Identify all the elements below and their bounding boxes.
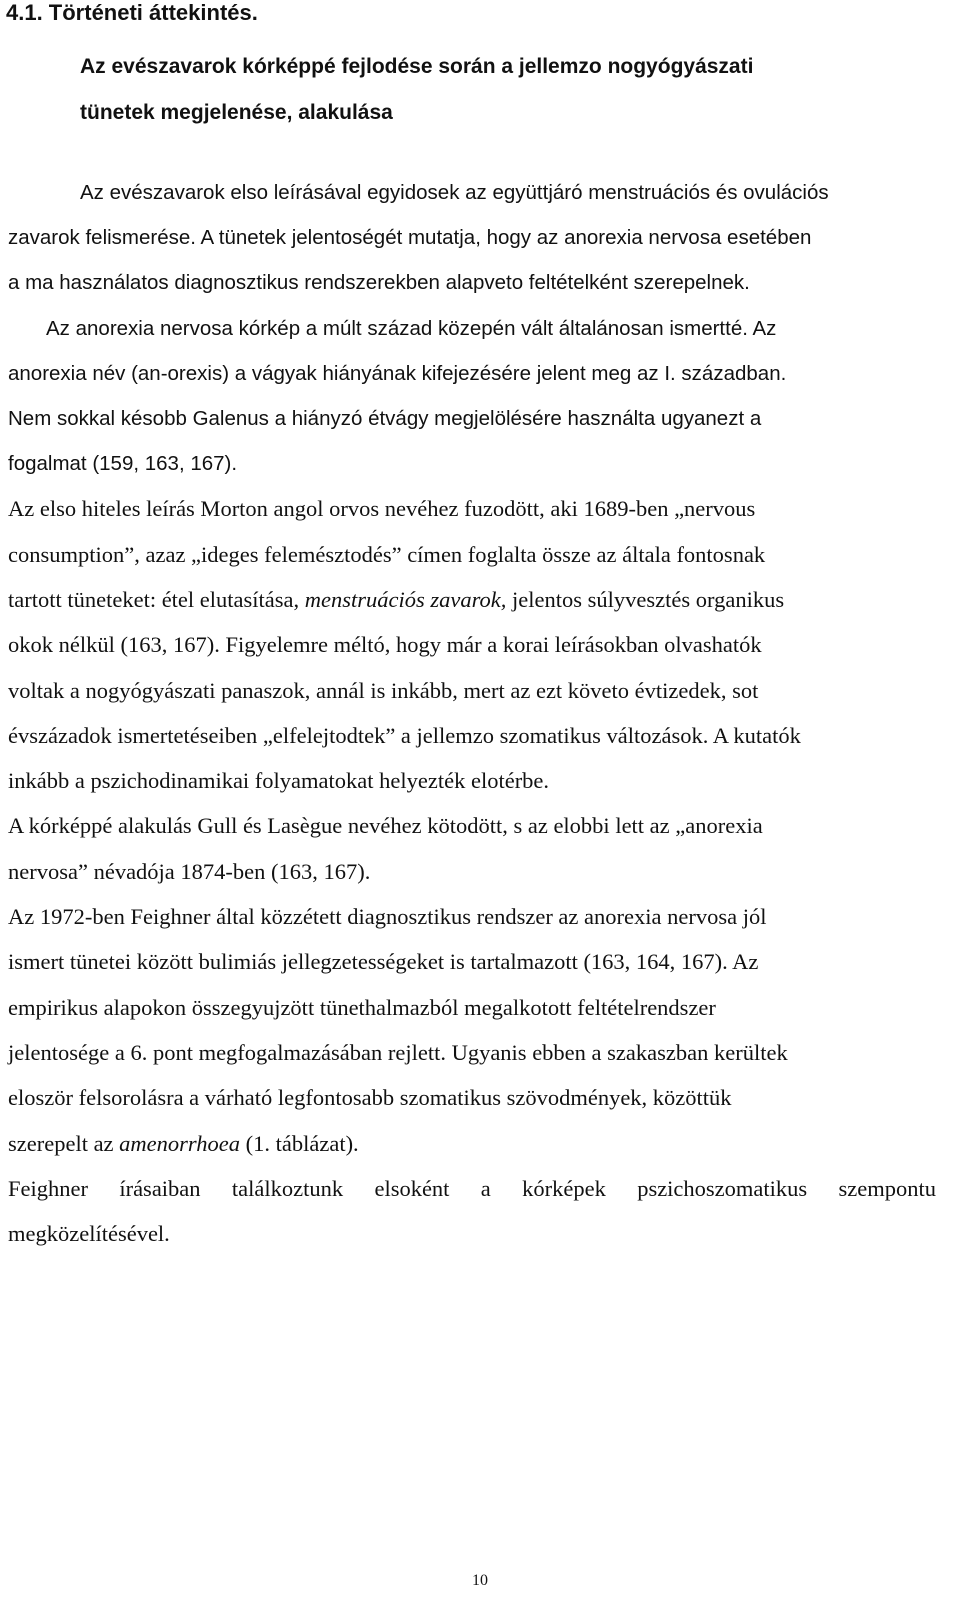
paragraph-5-line-4: jelentosége a 6. pont megfogalmazásában rejlett. Ugyanis ebben a szakaszban kerültek: [8, 1040, 788, 1065]
word: pszichoszomatikus: [637, 1176, 808, 1201]
text-run: (1. táblázat).: [240, 1131, 359, 1156]
word: Feighner: [8, 1176, 88, 1201]
paragraph-3-line-2: consumption”, azaz „ideges felemésztodés” címen foglalta össze az általa fontosnak: [8, 542, 766, 567]
paragraph-5-line-1: Az 1972-ben Feighner által közzétett diagnosztikus rendszer az anorexia nervosa jól: [8, 904, 767, 929]
section-heading: 4.1. Történeti áttekintés.: [6, 0, 258, 25]
page-number: 10: [472, 1572, 488, 1589]
word: kórképek: [522, 1176, 606, 1201]
word: szempontu: [838, 1176, 936, 1201]
paragraph-3-line-6: évszázadok ismertetéseiben „elfelejtodtek” a jellemzo szomatikus változások. A kutatók: [8, 723, 801, 748]
paragraph-5-line-6: [8, 1129, 359, 1159]
word: találkoztunk: [231, 1176, 344, 1201]
paragraph-3-line-3: [8, 585, 784, 615]
word: a: [480, 1176, 491, 1201]
paragraph-4-line-1: A kórképpé alakulás Gull és Lasègue nevéhez kötodött, s az elobbi lett az „anorexia: [8, 813, 763, 838]
subtitle-line-1: Az evészavarok kórképpé fejlodése során a jellemzo nogyógyászati: [80, 55, 754, 78]
paragraph-6-line-1: [8, 1174, 936, 1204]
section-subtitle: [80, 44, 940, 136]
paragraph-5-line-5: eloször felsorolásra a várható legfontosabb szomatikus szövodmények, közöttük: [8, 1085, 732, 1110]
paragraph-2-line-2: anorexia név (an-orexis) a vágyak hiányának kifejezésére jelent meg az I. században.: [8, 362, 787, 385]
paragraph-2-line-3: Nem sokkal késobb Galenus a hiányzó étvágy megjelölésére használta ugyanezt a: [8, 407, 762, 430]
italic-term-amenorrhoea: amenorrhoea: [119, 1131, 240, 1156]
text-run: jelentos súlyvesztés organikus: [506, 587, 785, 612]
paragraph-4-line-2: nervosa” névadója 1874-ben (163, 167).: [8, 859, 371, 884]
paragraph-3-line-5: voltak a nogyógyászati panaszok, annál is inkább, mert az ezt követo évtizedek, sot: [8, 678, 759, 703]
paragraph-3-line-1: Az elso hiteles leírás Morton angol orvos nevéhez fuzodött, aki 1689-ben „nervous: [8, 496, 756, 521]
paragraph-6-line-2: megközelítésével.: [8, 1221, 170, 1246]
paragraph-5-line-3: empirikus alapokon összegyujzött tünethalmazból megalkotott feltételrendszer: [8, 995, 716, 1020]
paragraph-5-line-2: ismert tünetei között bulimiás jellegzetességeket is tartalmazott (163, 164, 167). Az: [8, 949, 759, 974]
paragraph-3-line-4: okok nélkül (163, 167). Figyelemre méltó, hogy már a korai leírásokban olvashatók: [8, 632, 762, 657]
text-run: tartott tüneteket: étel elutasítása,: [8, 587, 305, 612]
paragraph-3-line-7: inkább a pszichodinamikai folyamatokat helyezték elotérbe.: [8, 768, 550, 793]
word: elsoként: [374, 1176, 450, 1201]
subtitle-line-2: tünetek megjelenése, alakulása: [80, 101, 393, 124]
paragraph-1-line-1: Az evészavarok elso leírásával egyidosek az együttjáró menstruációs és ovulációs: [80, 181, 829, 204]
paragraph-2-line-4: fogalmat (159, 163, 167).: [8, 452, 238, 475]
word: írásaiban: [119, 1176, 201, 1201]
paragraph-2-line-1: Az anorexia nervosa kórkép a múlt század közepén vált általánosan ismertté. Az: [46, 317, 777, 340]
paragraph-1-line-2: zavarok felismerése. A tünetek jelentoségét mutatja, hogy az anorexia nervosa esetében: [8, 226, 812, 249]
paragraph-1-line-3: a ma használatos diagnosztikus rendszerekben alapveto feltételként szerepelnek.: [8, 271, 750, 294]
italic-term-menstrual-disorders: menstruációs zavarok,: [304, 587, 507, 612]
text-run: szerepelt az: [8, 1131, 120, 1156]
